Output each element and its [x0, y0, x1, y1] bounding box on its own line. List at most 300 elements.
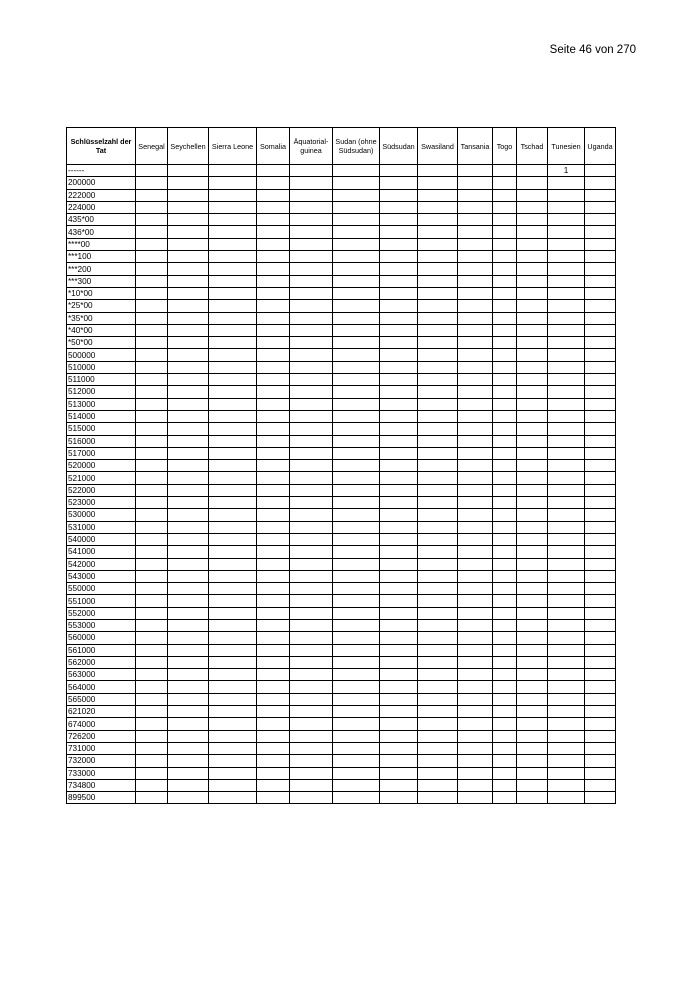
table-cell: [290, 374, 333, 386]
table-cell: [548, 693, 585, 705]
table-cell: [290, 546, 333, 558]
table-cell: [257, 447, 290, 459]
table-cell: [458, 214, 493, 226]
table-cell: [168, 607, 209, 619]
table-cell: [290, 165, 333, 177]
table-cell: [493, 509, 517, 521]
table-cell: [418, 669, 458, 681]
row-key-cell: 530000: [67, 509, 136, 521]
table-cell: [517, 214, 548, 226]
table-cell: [290, 570, 333, 582]
table-cell: [493, 177, 517, 189]
table-cell: [493, 755, 517, 767]
table-cell: [458, 767, 493, 779]
column-header: Swasiland: [418, 128, 458, 165]
table-cell: [136, 312, 168, 324]
table-cell: [418, 165, 458, 177]
table-cell: [585, 349, 616, 361]
table-cell: [380, 509, 418, 521]
table-cell: [333, 521, 380, 533]
table-cell: [168, 681, 209, 693]
table-cell: [380, 607, 418, 619]
table-cell: [517, 693, 548, 705]
table-cell: [209, 201, 257, 213]
table-cell: [548, 214, 585, 226]
table-cell: [418, 287, 458, 299]
table-cell: [136, 644, 168, 656]
table-cell: [418, 386, 458, 398]
table-cell: [168, 226, 209, 238]
table-cell: [136, 189, 168, 201]
table-cell: [380, 386, 418, 398]
table-cell: [517, 300, 548, 312]
table-cell: [517, 497, 548, 509]
table-cell: [418, 497, 458, 509]
table-cell: [290, 287, 333, 299]
row-key-cell: 515000: [67, 423, 136, 435]
table-cell: [136, 275, 168, 287]
table-cell: [418, 201, 458, 213]
table-cell: [257, 287, 290, 299]
table-row: [67, 718, 616, 730]
table-cell: [168, 779, 209, 791]
table-cell: [257, 472, 290, 484]
table-cell: [458, 410, 493, 422]
table-cell: [209, 656, 257, 668]
data-table: [66, 127, 616, 804]
table-cell: [517, 558, 548, 570]
table-cell: [548, 386, 585, 398]
table-cell: [168, 509, 209, 521]
table-cell: [257, 484, 290, 496]
table-cell: [458, 300, 493, 312]
table-cell: [333, 177, 380, 189]
table-cell: [493, 656, 517, 668]
table-cell: [585, 767, 616, 779]
table-cell: [418, 324, 458, 336]
table-cell: [290, 386, 333, 398]
table-cell: [209, 349, 257, 361]
table-cell: [209, 263, 257, 275]
table-cell: [168, 300, 209, 312]
table-cell: [418, 558, 458, 570]
table-cell: [333, 595, 380, 607]
table-row: [67, 755, 616, 767]
table-cell: [585, 521, 616, 533]
table-cell: [493, 742, 517, 754]
table-cell: [257, 558, 290, 570]
table-cell: [585, 251, 616, 263]
table-cell: [136, 361, 168, 373]
table-cell: [458, 509, 493, 521]
table-cell: [333, 681, 380, 693]
row-key-cell: ***100: [67, 251, 136, 263]
table-cell: [380, 632, 418, 644]
table-cell: [136, 165, 168, 177]
column-header: Tschad: [517, 128, 548, 165]
table-cell: [548, 201, 585, 213]
table-cell: [458, 730, 493, 742]
table-cell: [136, 287, 168, 299]
table-cell: [548, 607, 585, 619]
table-cell: [168, 792, 209, 804]
row-key-cell: 520000: [67, 460, 136, 472]
table-cell: [517, 226, 548, 238]
table-cell: [257, 398, 290, 410]
table-cell: [257, 251, 290, 263]
table-cell: [585, 189, 616, 201]
table-cell: [548, 595, 585, 607]
table-cell: [290, 533, 333, 545]
table-cell: [585, 509, 616, 521]
table-cell: [380, 214, 418, 226]
table-cell: [458, 201, 493, 213]
table-cell: [209, 742, 257, 754]
table-cell: [493, 607, 517, 619]
table-cell: [517, 533, 548, 545]
table-cell: [458, 742, 493, 754]
table-row: [67, 546, 616, 558]
table-cell: [333, 324, 380, 336]
table-cell: [168, 767, 209, 779]
table-cell: [517, 546, 548, 558]
table-cell: [136, 730, 168, 742]
table-cell: [136, 607, 168, 619]
table-cell: [418, 619, 458, 631]
table-cell: [136, 214, 168, 226]
table-cell: [209, 533, 257, 545]
table-cell: [548, 779, 585, 791]
table-cell: [136, 263, 168, 275]
table-cell: [290, 251, 333, 263]
table-cell: [380, 238, 418, 250]
table-cell: [548, 300, 585, 312]
table-header: [67, 128, 616, 165]
table-cell: [517, 730, 548, 742]
table-cell: [136, 177, 168, 189]
table-cell: [493, 693, 517, 705]
table-cell: [380, 681, 418, 693]
table-cell: [458, 656, 493, 668]
row-key-cell: 732000: [67, 755, 136, 767]
table-cell: [136, 238, 168, 250]
table-cell: [418, 595, 458, 607]
table-cell: [585, 287, 616, 299]
table-cell: [257, 632, 290, 644]
table-row: [67, 792, 616, 804]
row-key-cell: 560000: [67, 632, 136, 644]
table-cell: [418, 226, 458, 238]
table-cell: [136, 595, 168, 607]
table-row: [67, 767, 616, 779]
header-row: [67, 128, 616, 165]
table-cell: [333, 275, 380, 287]
table-cell: [418, 607, 458, 619]
table-cell: [333, 755, 380, 767]
table-cell: [418, 300, 458, 312]
table-cell: [380, 300, 418, 312]
table-cell: [333, 484, 380, 496]
table-row: [67, 312, 616, 324]
table-cell: [290, 472, 333, 484]
table-cell: [458, 423, 493, 435]
table-cell: [209, 374, 257, 386]
table-cell: [168, 435, 209, 447]
table-cell: [418, 238, 458, 250]
table-cell: [257, 706, 290, 718]
row-key-cell: 726200: [67, 730, 136, 742]
row-key-cell: 562000: [67, 656, 136, 668]
table-cell: [458, 570, 493, 582]
table-cell: [585, 644, 616, 656]
table-cell: [548, 177, 585, 189]
table-cell: [517, 251, 548, 263]
table-cell: [290, 681, 333, 693]
table-cell: [209, 779, 257, 791]
table-cell: [209, 546, 257, 558]
table-cell: [548, 374, 585, 386]
table-cell: [517, 361, 548, 373]
row-key-cell: 561000: [67, 644, 136, 656]
row-key-cell: ****00: [67, 238, 136, 250]
table-row: [67, 583, 616, 595]
table-cell: [418, 361, 458, 373]
table-row: [67, 570, 616, 582]
table-cell: [548, 632, 585, 644]
table-cell: [333, 398, 380, 410]
table-cell: [458, 447, 493, 459]
table-cell: [418, 533, 458, 545]
table-cell: [257, 165, 290, 177]
table-row: [67, 349, 616, 361]
table-cell: [209, 607, 257, 619]
table-row: [67, 644, 616, 656]
table-cell: [517, 312, 548, 324]
column-header: Somalia: [257, 128, 290, 165]
table-row: [67, 706, 616, 718]
table-cell: [585, 165, 616, 177]
column-header: Uganda: [585, 128, 616, 165]
table-row: [67, 410, 616, 422]
table-cell: [380, 595, 418, 607]
table-cell: [333, 386, 380, 398]
table-cell: [458, 533, 493, 545]
table-cell: [380, 730, 418, 742]
table-cell: [380, 792, 418, 804]
table-cell: [136, 251, 168, 263]
table-cell: [333, 410, 380, 422]
table-cell: [209, 730, 257, 742]
row-key-cell: 511000: [67, 374, 136, 386]
table-cell: [257, 718, 290, 730]
table-cell: [458, 189, 493, 201]
table-cell: [333, 792, 380, 804]
table-cell: [517, 349, 548, 361]
table-cell: [380, 669, 418, 681]
table-cell: [257, 275, 290, 287]
table-row: [67, 509, 616, 521]
row-key-cell: 550000: [67, 583, 136, 595]
table-cell: [493, 767, 517, 779]
table-cell: [585, 779, 616, 791]
table-cell: [517, 287, 548, 299]
table-cell: [548, 558, 585, 570]
table-cell: [418, 693, 458, 705]
table-cell: [136, 792, 168, 804]
table-cell: [517, 374, 548, 386]
table-cell: [458, 312, 493, 324]
table-cell: [585, 546, 616, 558]
table-cell: [380, 251, 418, 263]
table-cell: [548, 263, 585, 275]
table-cell: [209, 287, 257, 299]
table-cell: [290, 201, 333, 213]
table-cell: [548, 730, 585, 742]
table-cell: [585, 226, 616, 238]
row-key-cell: *10*00: [67, 287, 136, 299]
table-cell: [458, 361, 493, 373]
table-cell: [585, 460, 616, 472]
table-cell: [290, 189, 333, 201]
table-cell: [168, 460, 209, 472]
table-cell: [493, 226, 517, 238]
table-cell: [585, 177, 616, 189]
table-cell: [257, 669, 290, 681]
row-key-cell: ***300: [67, 275, 136, 287]
table-cell: [209, 669, 257, 681]
table-cell: [493, 706, 517, 718]
table-row: [67, 201, 616, 213]
table-cell: [548, 324, 585, 336]
table-cell: [257, 435, 290, 447]
table-cell: [136, 533, 168, 545]
table-cell: [380, 435, 418, 447]
column-header: Sierra Leone: [209, 128, 257, 165]
table-cell: [209, 632, 257, 644]
table-cell: [168, 263, 209, 275]
row-key-cell: 517000: [67, 447, 136, 459]
column-header: Äquatorial-guinea: [290, 128, 333, 165]
table-cell: [585, 669, 616, 681]
table-cell: [333, 263, 380, 275]
table-cell: [333, 669, 380, 681]
table-cell: [333, 214, 380, 226]
column-header-key: Schlüsselzahl der Tat: [67, 128, 136, 165]
table-cell: [517, 681, 548, 693]
table-cell: [136, 546, 168, 558]
row-key-cell: 563000: [67, 669, 136, 681]
table-cell: [585, 718, 616, 730]
table-cell: [333, 472, 380, 484]
table-cell: [517, 165, 548, 177]
table-cell: [585, 398, 616, 410]
table-cell: [168, 275, 209, 287]
table-cell: [585, 374, 616, 386]
table-cell: [168, 189, 209, 201]
table-cell: [418, 779, 458, 791]
table-cell: [517, 779, 548, 791]
table-cell: [257, 201, 290, 213]
table-cell: [257, 656, 290, 668]
table-cell: [136, 669, 168, 681]
table-cell: [380, 324, 418, 336]
table-cell: [585, 595, 616, 607]
table-cell: [418, 251, 458, 263]
table-cell: [548, 460, 585, 472]
table-cell: [458, 693, 493, 705]
row-key-cell: 565000: [67, 693, 136, 705]
table-cell: [493, 423, 517, 435]
table-cell: [290, 447, 333, 459]
row-key-cell: *40*00: [67, 324, 136, 336]
table-cell: [458, 644, 493, 656]
table-row: [67, 238, 616, 250]
table-cell: [290, 706, 333, 718]
column-header: Senegal: [136, 128, 168, 165]
table-cell: [493, 189, 517, 201]
table-cell: [493, 779, 517, 791]
table-cell: [168, 287, 209, 299]
table-cell: [168, 730, 209, 742]
table-cell: [257, 509, 290, 521]
table-row: [67, 398, 616, 410]
table-cell: [548, 361, 585, 373]
table-cell: [493, 201, 517, 213]
row-key-cell: 731000: [67, 742, 136, 754]
table-cell: [548, 226, 585, 238]
table-cell: [493, 730, 517, 742]
table-cell: [458, 435, 493, 447]
table-cell: [333, 337, 380, 349]
table-cell: [493, 214, 517, 226]
table-cell: [333, 706, 380, 718]
table-cell: [493, 238, 517, 250]
table-cell: [517, 435, 548, 447]
column-header: Tunesien: [548, 128, 585, 165]
table-cell: [380, 374, 418, 386]
table-cell: [548, 447, 585, 459]
table-cell: [548, 349, 585, 361]
table-cell: [209, 619, 257, 631]
table-row: [67, 533, 616, 545]
table-cell: [209, 509, 257, 521]
table-cell: [168, 693, 209, 705]
table-cell: [548, 484, 585, 496]
table-cell: [458, 718, 493, 730]
table-cell: [493, 792, 517, 804]
table-row: [67, 730, 616, 742]
table-cell: [168, 447, 209, 459]
table-cell: [493, 312, 517, 324]
table-cell: [493, 361, 517, 373]
table-cell: [548, 472, 585, 484]
table-cell: [548, 706, 585, 718]
table-cell: [168, 484, 209, 496]
table-cell: [380, 410, 418, 422]
table-cell: [517, 386, 548, 398]
table-cell: [290, 632, 333, 644]
table-cell: [517, 607, 548, 619]
table-cell: [418, 632, 458, 644]
table-cell: [257, 214, 290, 226]
table-cell: [548, 509, 585, 521]
table-cell: [290, 558, 333, 570]
table-cell: [168, 472, 209, 484]
table-cell: [585, 607, 616, 619]
table-cell: [418, 570, 458, 582]
table-cell: [333, 189, 380, 201]
table-cell: [333, 165, 380, 177]
